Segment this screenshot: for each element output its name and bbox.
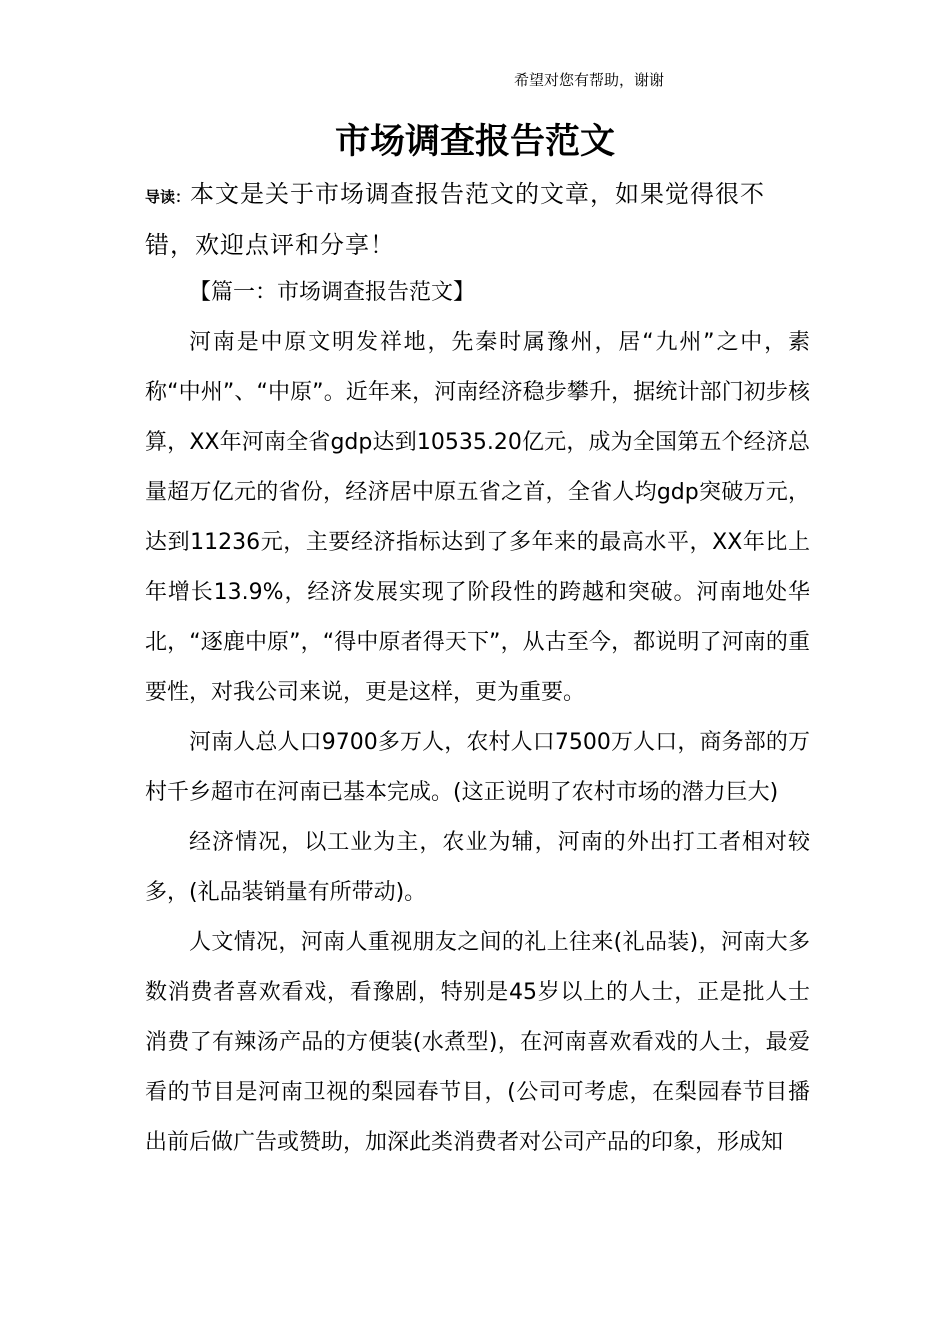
- section-heading: 【篇一：市场调查报告范文】: [189, 280, 476, 305]
- intro-text: 本文是关于市场调查报告范文的文章，如果觉得很不错，欢迎点评和分享！: [145, 180, 766, 259]
- paragraph: 人文情况，河南人重视朋友之间的礼上往来(礼品装)，河南大多数消费者喜欢看戏，看豫剧，特别是45岁以上的人士，正是批人士消费了有辣汤产品的方便装(水煮型)，在河南喜欢看戏的人士，最爱看的节目是河南卫视的梨园春节目，(公司可考虑，在梨园春节目播出前后做广告或赞助，加深此类消费者对公司产品的印象，形成知: [145, 930, 810, 1155]
- paragraph: 河南人总人口9700多万人，农村人口7500万人口，商务部的万村千乡超市在河南已基本完成。(这正说明了农村市场的潜力巨大): [145, 730, 810, 805]
- paragraph: 河南是中原文明发祥地，先秦时属豫州，居“九州”之中，素称“中州”、“中原”。近年来，河南经济稳步攀升，据统计部门初步核算，XX年河南全省gdp达到10535.20亿元，成为全国第五个经济总量超万亿元的省份，经济居中原五省之首，全省人均gdp突破万元，达到11236元，主要经济指标达到了多年来的最高水平，XX年比上年增长13.9%，经济发展实现了阶段性的跨越和突破。河南地处华北，“逐鹿中原”，“得中原者得天下”，从古至今，都说明了河南的重要性，对我公司来说，更是这样，更为重要。: [145, 330, 810, 705]
- intro-label: 导读：: [145, 188, 191, 206]
- document-title: 市场调查报告范文: [334, 122, 615, 162]
- document-body: [145, 268, 810, 1168]
- header-note: 希望对您有帮助，谢谢: [514, 71, 665, 89]
- intro-block: [145, 170, 810, 269]
- paragraph: 经济情况，以工业为主，农业为辅，河南的外出打工者相对较多，(礼品装销量有所带动)。: [145, 830, 810, 905]
